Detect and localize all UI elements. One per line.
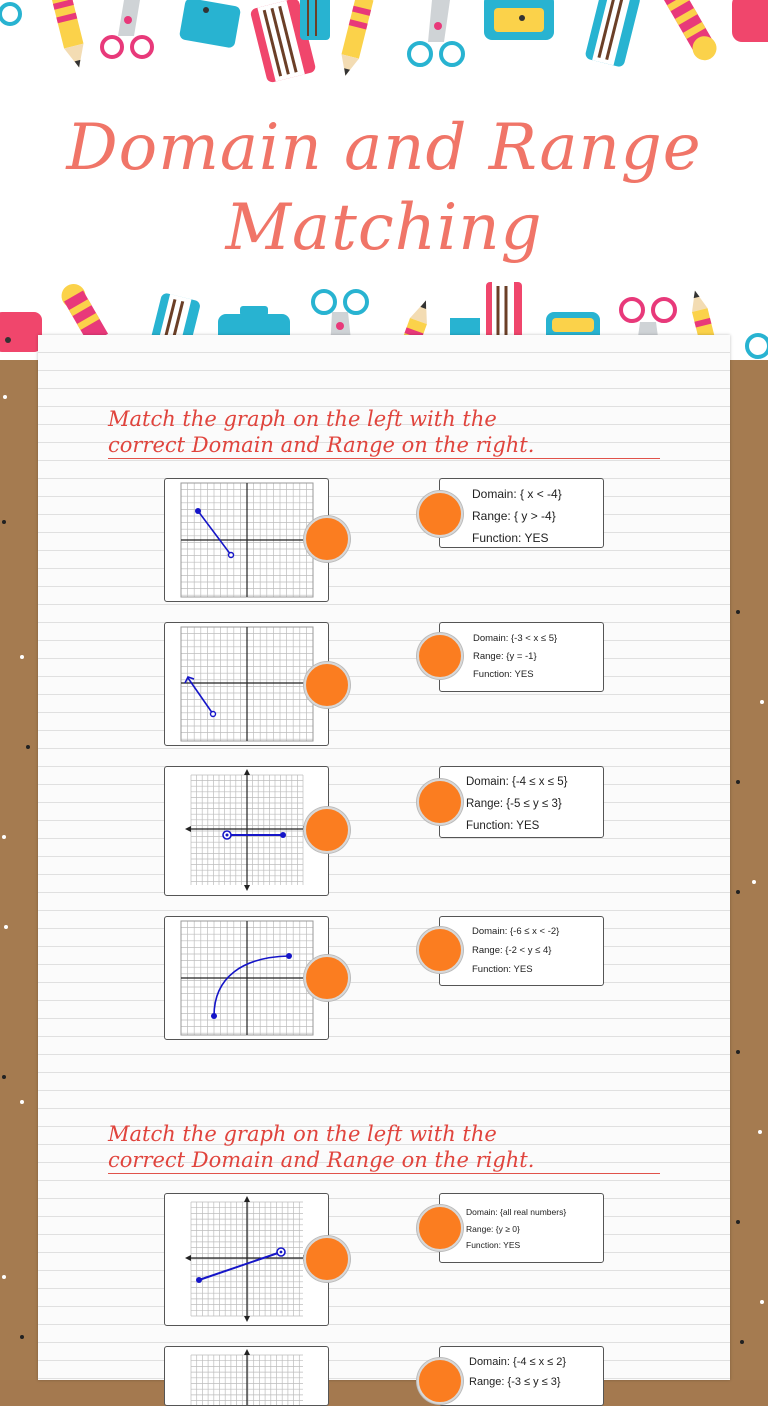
scissors-icon [747,335,768,357]
page-title-line-2: Matching [225,191,543,265]
match-drop-target-answer-2[interactable] [417,633,463,679]
function-text: Function: YES [472,531,549,545]
match-drop-target-answer-4[interactable] [417,927,463,973]
speckle [20,1335,24,1339]
speckle [736,610,740,614]
answer-card-5[interactable] [439,1193,604,1263]
answer-card-4[interactable] [439,916,604,986]
graph-card-6 [164,1346,329,1406]
range-text: Range: { y > -4} [472,509,556,523]
page-title-line-1: Domain and Range [66,111,702,185]
section-1-instructions [108,406,660,459]
range-text: Range: {-2 < y ≤ 4} [472,945,552,956]
speckle [26,745,30,749]
speckle [2,1075,6,1079]
scissors-icon [102,0,152,57]
match-drop-target-answer-1[interactable] [417,491,463,537]
match-drop-target-answer-3[interactable] [417,779,463,825]
instruction-line-2: correct Domain and Range on the right. [108,1148,535,1172]
pencil-case-icon [179,0,241,49]
domain-text: Domain: {-6 ≤ x < -2} [472,926,560,937]
speckle [20,1100,24,1104]
domain-text: Domain: {all real numbers} [466,1207,567,1217]
speckle [740,1340,744,1344]
pencil-icon [661,0,721,65]
closed-endpoint [211,1013,217,1019]
lined-paper [38,335,730,1380]
pencil-icon [47,0,89,70]
range-text: Range: {y = -1} [473,651,537,662]
instruction-line-2: correct Domain and Range on the right. [108,433,535,457]
speckle [3,395,7,399]
function-text: Function: YES [466,820,540,832]
instruction-line-1: Match the graph on the left with the [108,407,497,431]
range-text: Range: {-5 ≤ y ≤ 3} [466,798,562,810]
instruction-line-1: Match the graph on the left with the [108,1122,497,1146]
worksheet-header [0,0,768,360]
closed-endpoint [280,832,286,838]
book-icon [584,0,641,68]
kraft-background-left [0,360,40,1380]
speckle [4,925,8,929]
range-text: Range: {y ≥ 0} [466,1223,520,1234]
function-text: Function: YES [466,1240,521,1250]
function-text: Function: YES [473,669,534,680]
answer-card-1[interactable] [439,478,604,548]
domain-text: Domain: {-3 < x ≤ 5} [473,633,558,644]
domain-text: Domain: {-4 ≤ x ≤ 5} [466,776,568,788]
closed-endpoint [286,953,292,959]
function-text: Function: YES [472,964,533,975]
answer-card-2[interactable] [439,622,604,692]
match-drop-target-graph-5[interactable] [304,1236,350,1282]
domain-text: Domain: { x < -4} [472,487,562,501]
closed-endpoint [195,508,201,514]
domain-text: Domain: {-4 ≤ x ≤ 2} [469,1356,567,1368]
answer-card-6[interactable] [439,1346,604,1406]
speckle [20,655,24,659]
page-title [0,108,768,268]
pencil-icon [337,0,374,78]
speckle [736,780,740,784]
coordinate-graph-6 [165,1347,328,1405]
match-drop-target-graph-2[interactable] [304,662,350,708]
pencil-case-icon [484,0,554,40]
scissors-icon [409,0,463,65]
open-endpoint [229,553,234,558]
answer-card-3[interactable] [439,766,604,838]
open-endpoint [211,712,216,717]
speckle [758,1130,762,1134]
match-drop-target-answer-6[interactable] [417,1358,463,1404]
match-drop-target-graph-1[interactable] [304,516,350,562]
speckle [2,520,6,524]
speckle [736,1220,740,1224]
closed-endpoint [196,1277,202,1283]
range-text: Range: {-3 ≤ y ≤ 3} [469,1376,561,1388]
pencil-case-icon [0,312,42,352]
match-drop-target-answer-5[interactable] [417,1205,463,1251]
match-drop-target-graph-4[interactable] [304,955,350,1001]
speckle [760,1300,764,1304]
speckle [2,1275,6,1279]
speckle [752,880,756,884]
graph-line [198,511,231,555]
speckle [736,1050,740,1054]
book-icon [300,0,330,40]
speckle [736,890,740,894]
kraft-background-right [728,360,768,1380]
scissors-icon [0,4,20,24]
speckle [2,835,6,839]
match-drop-target-graph-3[interactable] [304,807,350,853]
section-2-instructions [108,1121,660,1174]
speckle [760,700,764,704]
pencil-case-icon [732,0,768,42]
